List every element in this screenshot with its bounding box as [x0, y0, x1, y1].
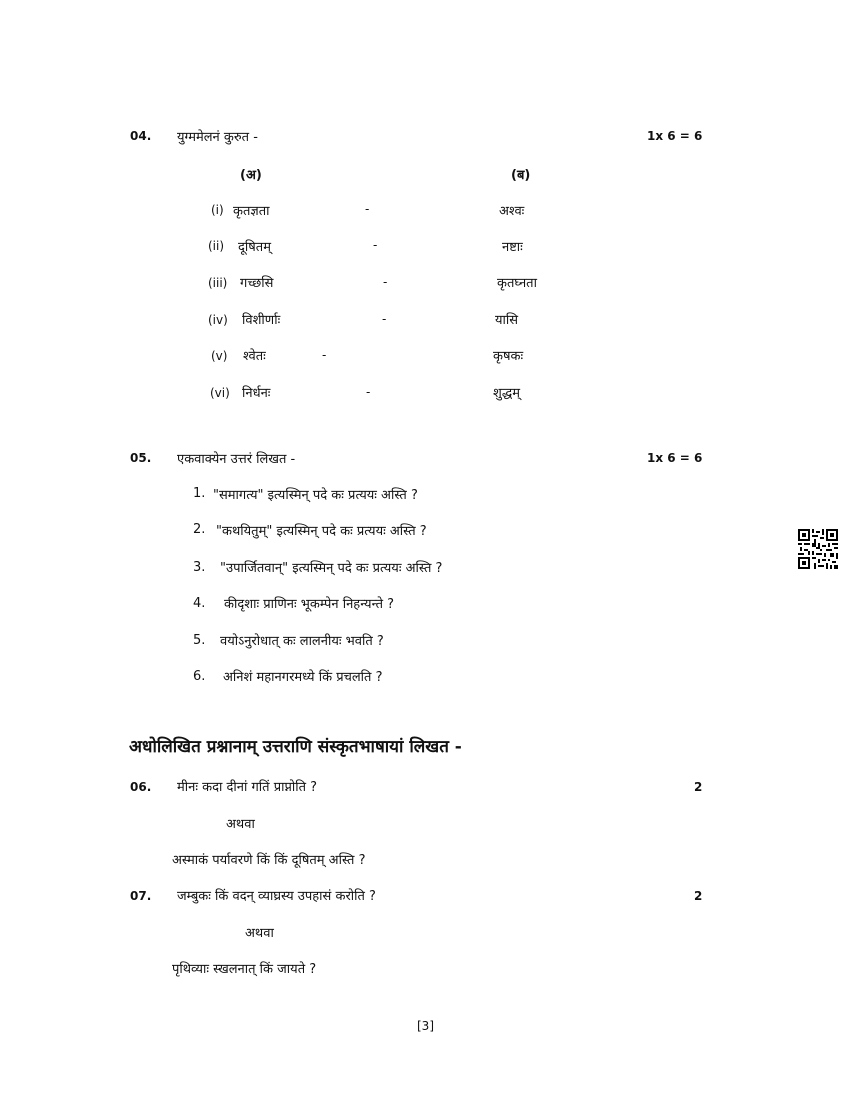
column-b-heading: (ब) — [511, 168, 531, 183]
section-heading: अधोलिखित प्रश्नानाम् उत्तराणि संस्कृतभाषायां लिखत - — [129, 737, 462, 757]
q07-number: 07. — [130, 889, 152, 903]
q05-number: 05. — [130, 451, 152, 465]
page-number: [3] — [417, 1019, 434, 1033]
q06-question: मीनः कदा दीनां गतिं प्राप्नोति ? — [177, 780, 318, 795]
list-item-number: 2. — [193, 522, 206, 537]
match-row-a: विशीर्णाः — [242, 313, 281, 328]
match-row-num: (iv) — [208, 313, 228, 327]
list-item-text: "कथयितुम्" इत्यस्मिन् पदे कः प्रत्ययः अस्ति ? — [216, 524, 427, 539]
list-item-text: वयोऽनुरोधात् कः लालनीयः भवति ? — [220, 634, 384, 649]
q04-marks: 1x 6 = 6 — [647, 129, 703, 143]
match-row-dash: - — [366, 385, 371, 399]
list-item-number: 1. — [193, 486, 206, 501]
q07-question: जम्बुकः किं वदन् व्याघ्रस्य उपहासं करोति ? — [177, 889, 376, 904]
match-row-dash: - — [373, 238, 378, 252]
q06-alt-question: अस्माकं पर्यावरणे किं किं दूषितम् अस्ति ? — [172, 853, 366, 868]
match-row-dash: - — [322, 348, 327, 362]
match-row-dash: - — [382, 312, 387, 326]
list-item-number: 6. — [193, 669, 206, 684]
q05-marks: 1x 6 = 6 — [647, 451, 703, 465]
q07-marks: 2 — [694, 889, 703, 903]
list-item-number: 4. — [193, 596, 206, 611]
match-row-a: दूषितम् — [238, 240, 271, 255]
match-row-dash: - — [365, 202, 370, 216]
list-item-text: अनिशं महानगरमध्ये किं प्रचलति ? — [223, 670, 383, 685]
q06-marks: 2 — [694, 780, 703, 794]
match-row-num: (ii) — [208, 239, 225, 253]
q04-instruction: युग्ममेलनं कुरुत - — [177, 130, 258, 145]
match-row-a: कृतज्ञता — [233, 204, 270, 219]
match-row-num: (vi) — [210, 386, 230, 400]
q06-number: 06. — [130, 780, 152, 794]
match-row-b: कृतघ्नता — [497, 276, 537, 291]
match-row-b: अश्वः — [499, 204, 525, 219]
list-item-text: कीदृशाः प्राणिनः भूकम्पेन निहन्यन्ते ? — [224, 597, 395, 612]
q07-alt-question: पृथिव्याः स्खलनात् किं जायते ? — [172, 962, 317, 977]
q07-or-label: अथवा — [245, 926, 274, 941]
match-row-dash: - — [383, 275, 388, 289]
match-row-num: (i) — [211, 203, 224, 217]
match-row-a: श्वेतः — [243, 349, 266, 364]
q04-number: 04. — [130, 129, 152, 143]
match-row-b: कृषकः — [493, 349, 524, 364]
column-a-heading: (अ) — [240, 168, 262, 183]
list-item-number: 5. — [193, 633, 206, 648]
qr-code-icon — [798, 529, 838, 569]
match-row-b: नष्टाः — [502, 240, 523, 255]
match-row-a: गच्छसि — [240, 276, 274, 291]
q05-instruction: एकवाक्येन उत्तरं लिखत - — [177, 452, 296, 467]
list-item-text: "उपार्जितवान्" इत्यस्मिन् पदे कः प्रत्ययः अस्ति ? — [220, 561, 443, 576]
list-item-number: 3. — [193, 560, 206, 575]
match-row-num: (v) — [211, 349, 228, 363]
q06-or-label: अथवा — [226, 817, 255, 832]
match-row-b: शुद्धम् — [493, 386, 521, 401]
list-item-text: "समागत्य" इत्यस्मिन् पदे कः प्रत्ययः अस्ति ? — [213, 488, 418, 503]
match-row-a: निर्धनः — [242, 386, 271, 401]
match-row-num: (iii) — [208, 276, 228, 290]
match-row-b: यासि — [495, 313, 519, 328]
